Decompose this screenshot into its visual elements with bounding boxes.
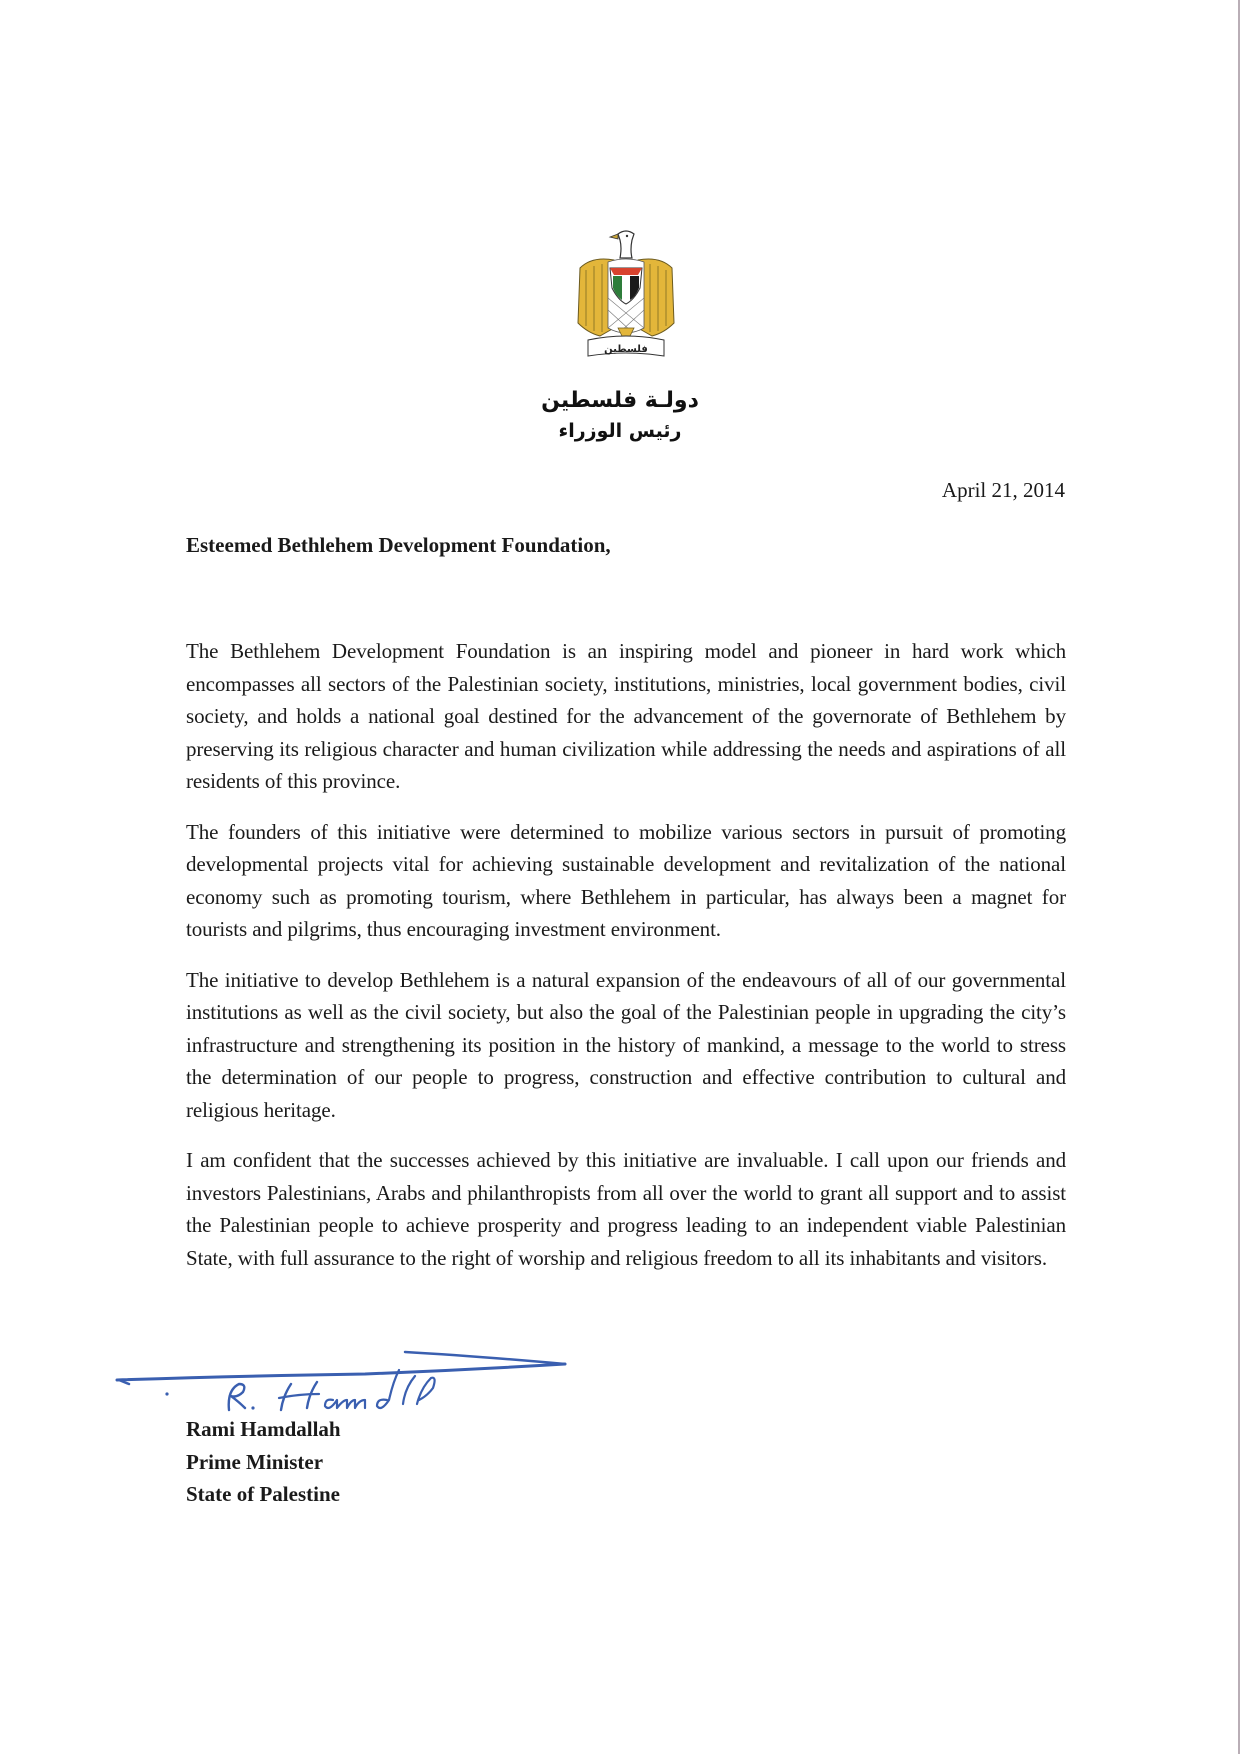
letterhead-state-name: دولـة فلسطين: [541, 388, 699, 413]
paragraph-4: I am confident that the successes achieved by this initiative are invaluable. I call upon our friends and investors Palestinians, Arabs and philanthropists from all over the world to grant all support and to assist the Palestinian people to achieve prosperity and progress leading to an independent viable Palestinian State, with full assurance to the right of worship and religious freedom to all its inhabitants and visitors.: [186, 1148, 1066, 1270]
letter-body: [186, 635, 1066, 1292]
signer-organization: State of Palestine: [186, 1482, 340, 1506]
letter-date: April 21, 2014: [941, 478, 1065, 502]
paragraph-1: The Bethlehem Development Foundation is an inspiring model and pioneer in hard work which encompasses all sectors of the Palestinian society, institutions, ministries, local government bodies, civil society, and holds a national goal destined for the advancement of the governorate of Bethlehem by preserving its religious character and human civilization while addressing the needs and aspirations of all residents of this province.: [186, 639, 1066, 793]
letterhead-office-name: رئيس الوزراء: [558, 420, 682, 442]
palestinian-eagle-emblem-icon: [574, 228, 678, 364]
signer-title: Prime Minister: [186, 1449, 324, 1474]
paragraph-2: The founders of this initiative were determined to mobilize various sectors in pursuit of promoting developmental projects vital for achieving sustainable development and revitalization of the national economy such as promoting tourism, where Bethlehem in particular, has always been a magnet for tourists and pilgrims, thus encouraging investment environment.: [186, 819, 1066, 941]
salutation: Esteemed Bethlehem Development Foundation,: [186, 533, 611, 557]
paragraph-3: The initiative to develop Bethlehem is a natural expansion of the endeavours of all of our governmental institutions as well as the civil society, but also the goal of the Palestinian people in upgrading the city’s infrastructure and strengthening its position in the history of mankind, a message to the world to stress the determination of our people to progress, construction and effective contribution to cultural and religious heritage.: [186, 967, 1066, 1122]
handwritten-signature: [115, 1348, 575, 1416]
signer-block: [186, 1413, 341, 1511]
svg-text:فلسطين: فلسطين: [604, 344, 648, 355]
signer-name: Rami Hamdallah: [186, 1417, 341, 1441]
